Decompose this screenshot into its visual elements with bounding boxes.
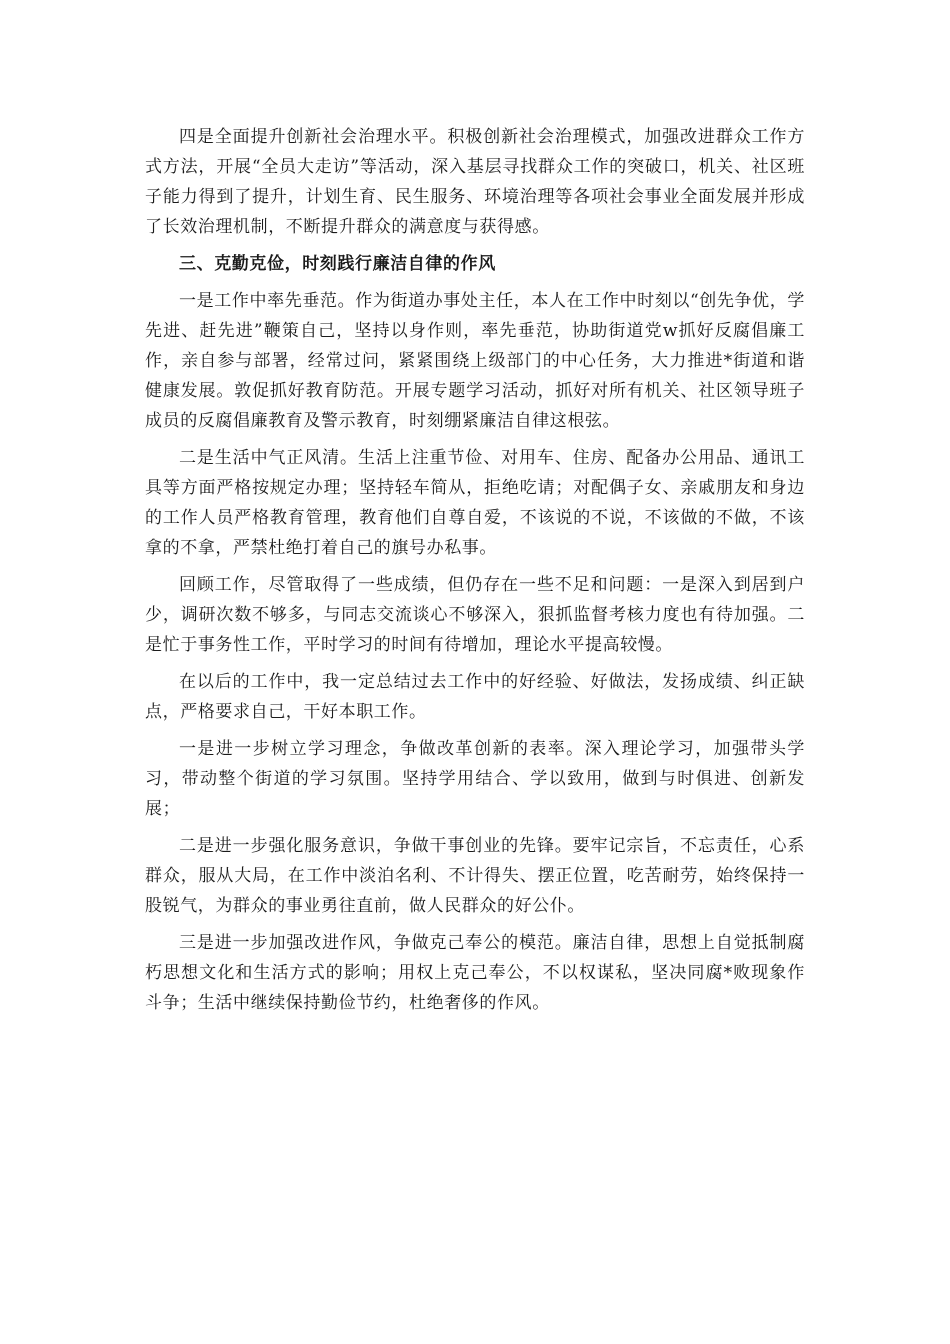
section-heading-integrity: 三、克勤克俭，时刻践行廉洁自律的作风 — [179, 254, 496, 274]
document-body — [145, 122, 805, 1025]
paragraph-clean-living: 二是生活中气正风清。生活上注重节俭、对用车、住房、配备办公用品、通讯工具等方面严格按规定办理；坚持轻车简从，拒绝吃请；对配偶子女、亲戚朋友和身边的工作人员严格教育管理，教育他们自尊自爱，不该说的不说，不该做的不做，不该拿的不拿，严禁杜绝打着自己的旗号办私事。 — [145, 448, 805, 558]
paragraph-lead-by-example: 一是工作中率先垂范。作为街道办事处主任，本人在工作中时刻以“创先争优，学先进、赶先进”鞭策自己，坚持以身作则，率先垂范，协助街道党w抓好反腐倡廉工作，亲自参与部署，经常过问，紧紧围绕上级部门的中心任务，大力推进*街道和谐健康发展。敦促抓好教育防范。开展专题学习活动，抓好对所有机关、社区领导班子成员的反腐倡廉教育及警示教育，时刻绷紧廉洁自律这根弦。 — [145, 291, 805, 431]
paragraph-shortcomings: 回顾工作，尽管取得了一些成绩，但仍存在一些不足和问题：一是深入到居到户少，调研次数不够多，与同志交流谈心不够深入，狠抓监督考核力度也有待加强。二是忙于事务性工作，平时学习的时间有待增加，理论水平提高较慢。 — [145, 575, 805, 655]
paragraph-work-style: 三是进一步加强改进作风，争做克己奉公的模范。廉洁自律，思想上自觉抵制腐朽思想文化和生活方式的影响；用权上克己奉公，不以权谋私，坚决同腐*败现象作斗争；生活中继续保持勤俭节约，杜绝奢侈的作风。 — [145, 933, 805, 1013]
paragraph-learning: 一是进一步树立学习理念，争做改革创新的表率。深入理论学习，加强带头学习，带动整个街道的学习氛围。坚持学用结合、学以致用，做到与时俱进、创新发展； — [145, 739, 805, 819]
paragraph-social-governance: 四是全面提升创新社会治理水平。积极创新社会治理模式，加强改进群众工作方式方法，开展“全员大走访”等活动，深入基层寻找群众工作的突破口，机关、社区班子能力得到了提升，计划生育、民生服务、环境治理等各项社会事业全面发展并形成了长效治理机制，不断提升群众的满意度与获得感。 — [145, 127, 805, 237]
paragraph-service: 二是进一步强化服务意识，争做干事创业的先锋。要牢记宗旨，不忘责任，心系群众，服从大局，在工作中淡泊名利、不计得失、摆正位置，吃苦耐劳，始终保持一股锐气，为群众的事业勇往直前，做人民群众的好公仆。 — [145, 836, 805, 916]
paragraph-future-work: 在以后的工作中，我一定总结过去工作中的好经验、好做法，发扬成绩、纠正缺点，严格要求自己，干好本职工作。 — [145, 672, 805, 722]
